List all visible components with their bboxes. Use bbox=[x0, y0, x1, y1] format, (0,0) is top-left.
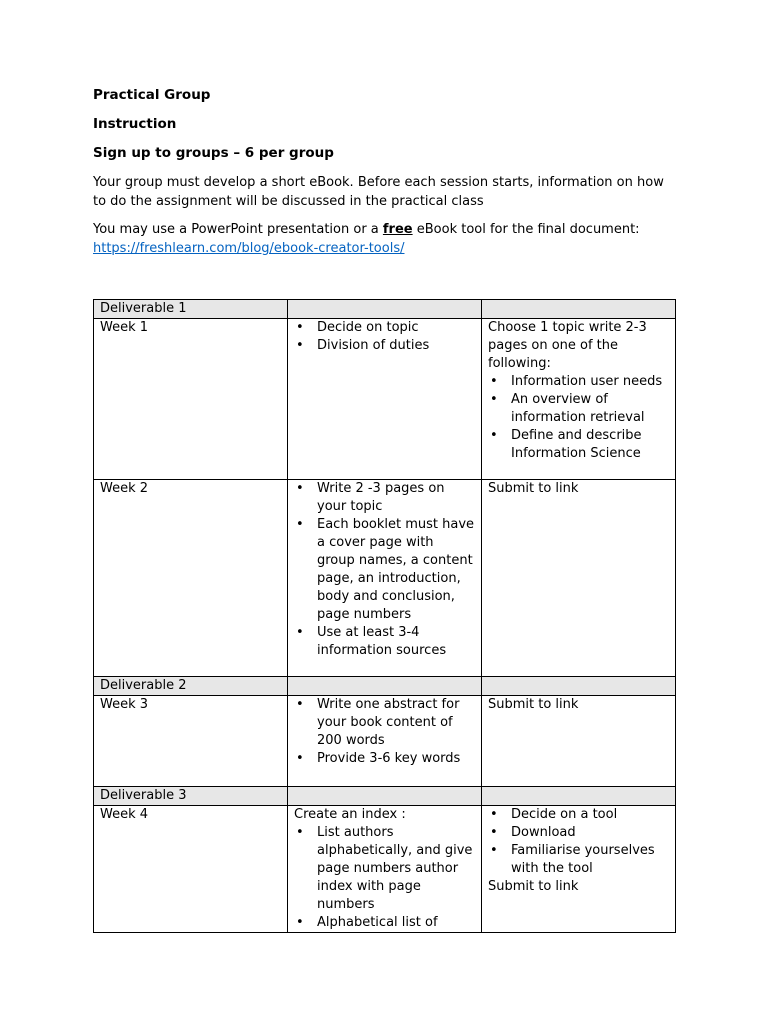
list-item: • Write one abstract for your book content of 200 words bbox=[294, 696, 475, 750]
list-item: • Write 2 -3 pages on your topic bbox=[294, 480, 475, 516]
deliverables-table bbox=[93, 299, 676, 933]
document-body bbox=[93, 86, 675, 267]
list-item: • Decide on a tool bbox=[488, 806, 669, 824]
empty-cell bbox=[288, 300, 482, 319]
list-item: • Use at least 3-4 information sources bbox=[294, 624, 475, 660]
tool-paragraph bbox=[93, 220, 675, 258]
week-4-notes bbox=[482, 806, 676, 933]
list-item: • Familiarise yourselves with the tool bbox=[488, 842, 669, 878]
document-title: Practical Group bbox=[93, 87, 211, 103]
week-1-tasks bbox=[288, 319, 482, 480]
week-3-tasks bbox=[288, 696, 482, 787]
list-item: • An overview of information retrieval bbox=[488, 391, 669, 427]
week-1-label: Week 1 bbox=[94, 319, 288, 480]
deliverable-header-row bbox=[94, 300, 676, 319]
ebook-tools-link[interactable]: https://freshlearn.com/blog/ebook-creator-tools/ bbox=[93, 241, 405, 256]
week-2-notes: Submit to link bbox=[482, 480, 676, 677]
list-item: • Information user needs bbox=[488, 373, 669, 391]
empty-cell bbox=[482, 787, 676, 806]
list-item: • Each booklet must have a cover page with group names, a content page, an introduction, body and conclusion, page numbers bbox=[294, 516, 475, 624]
notes-intro: Choose 1 topic write 2-3 pages on one of the following: bbox=[488, 320, 647, 371]
section-heading-signup: Sign up to groups – 6 per group bbox=[93, 145, 334, 161]
list-item: • List authors alphabetically, and give page numbers author index with page numbers bbox=[294, 824, 475, 914]
free-emphasis: free bbox=[382, 222, 413, 237]
tool-paragraph-start: You may use a PowerPoint presentation or a bbox=[93, 222, 383, 237]
table-row bbox=[94, 696, 676, 787]
week-4-tasks bbox=[288, 806, 482, 933]
table-row bbox=[94, 806, 676, 933]
week-4-label: Week 4 bbox=[94, 806, 288, 933]
deliverable-header-row bbox=[94, 677, 676, 696]
empty-cell bbox=[482, 677, 676, 696]
deliverable-3-label: Deliverable 3 bbox=[94, 787, 288, 806]
tasks-intro: Create an index : bbox=[294, 807, 406, 822]
list-item: • Define and describe Information Science bbox=[488, 427, 669, 463]
week-1-notes bbox=[482, 319, 676, 480]
list-item: • Division of duties bbox=[294, 337, 475, 355]
deliverable-1-label: Deliverable 1 bbox=[94, 300, 288, 319]
week-2-tasks bbox=[288, 480, 482, 677]
instruction-paragraph: Your group must develop a short eBook. Before each session starts, information on how to do the assignment will be discussed in the practical class bbox=[93, 175, 664, 209]
empty-cell bbox=[482, 300, 676, 319]
deliverable-2-label: Deliverable 2 bbox=[94, 677, 288, 696]
table-row bbox=[94, 480, 676, 677]
notes-outro: Submit to link bbox=[488, 879, 579, 894]
table-row bbox=[94, 319, 676, 480]
week-2-label: Week 2 bbox=[94, 480, 288, 677]
section-heading-instruction: Instruction bbox=[93, 116, 177, 132]
list-item: • Alphabetical list of bbox=[294, 914, 475, 932]
empty-cell bbox=[288, 677, 482, 696]
list-item: • Provide 3-6 key words bbox=[294, 750, 475, 768]
deliverable-header-row bbox=[94, 787, 676, 806]
tool-paragraph-end: eBook tool for the final document: bbox=[412, 222, 640, 237]
empty-cell bbox=[288, 787, 482, 806]
list-item: • Decide on topic bbox=[294, 319, 475, 337]
week-3-label: Week 3 bbox=[94, 696, 288, 787]
list-item: • Download bbox=[488, 824, 669, 842]
week-3-notes: Submit to link bbox=[482, 696, 676, 787]
